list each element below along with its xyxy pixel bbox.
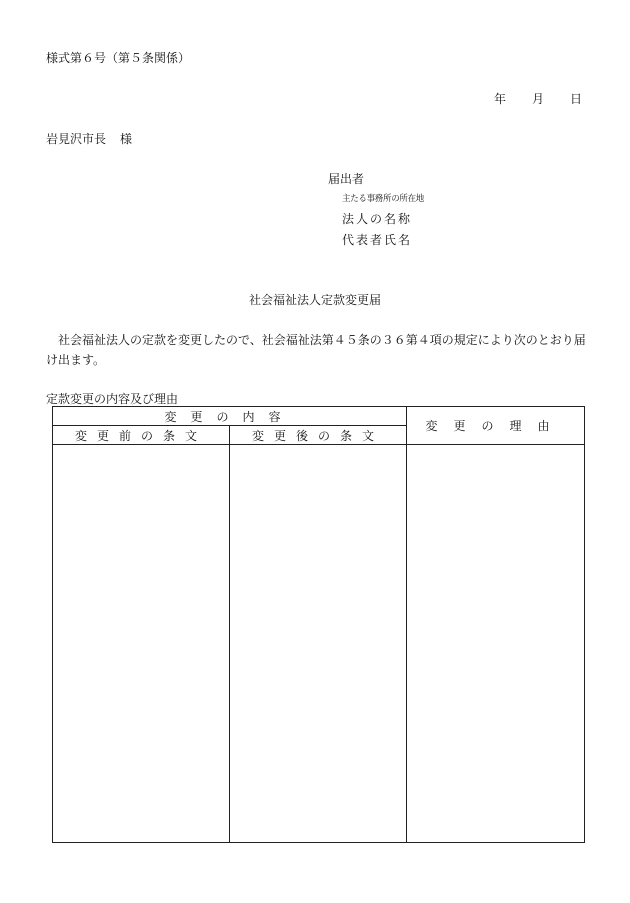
notifier-label: 届出者 <box>328 172 365 186</box>
addressee-name: 岩見沢市長 <box>46 132 107 146</box>
header-before-articles: 変更前の条文 <box>53 426 230 445</box>
header-change-content: 変更の内容 <box>53 407 407 426</box>
office-address-label: 主たる事務所の所在地 <box>342 194 425 204</box>
table-caption: 定款変更の内容及び理由 <box>46 392 179 406</box>
document-title: 社会福祉法人定款変更届 <box>248 293 381 307</box>
before-articles-cell[interactable] <box>53 445 230 843</box>
date-month-label: 月 <box>531 92 544 106</box>
addressee-honorific: 様 <box>120 132 133 146</box>
corporation-name-label: 法人の名称 <box>342 212 413 226</box>
reason-cell[interactable] <box>407 445 585 843</box>
form-number: 様式第６号（第５条関係） <box>46 51 191 65</box>
date-line <box>494 90 582 107</box>
header-after-articles: 変更後の条文 <box>230 426 407 445</box>
after-articles-cell[interactable] <box>230 445 407 843</box>
date-year-label: 年 <box>493 92 506 106</box>
amendment-table <box>52 406 585 843</box>
table-row <box>53 445 585 843</box>
body-text: 社会福祉法人の定款を変更したので、社会福祉法第４５条の３６第４項の規定により次のとおり届け出ます。 <box>46 333 586 367</box>
representative-name-label: 代表者氏名 <box>342 233 413 247</box>
header-change-reason: 変更の理由 <box>407 407 585 445</box>
addressee <box>46 130 132 147</box>
date-day-label: 日 <box>569 92 582 106</box>
